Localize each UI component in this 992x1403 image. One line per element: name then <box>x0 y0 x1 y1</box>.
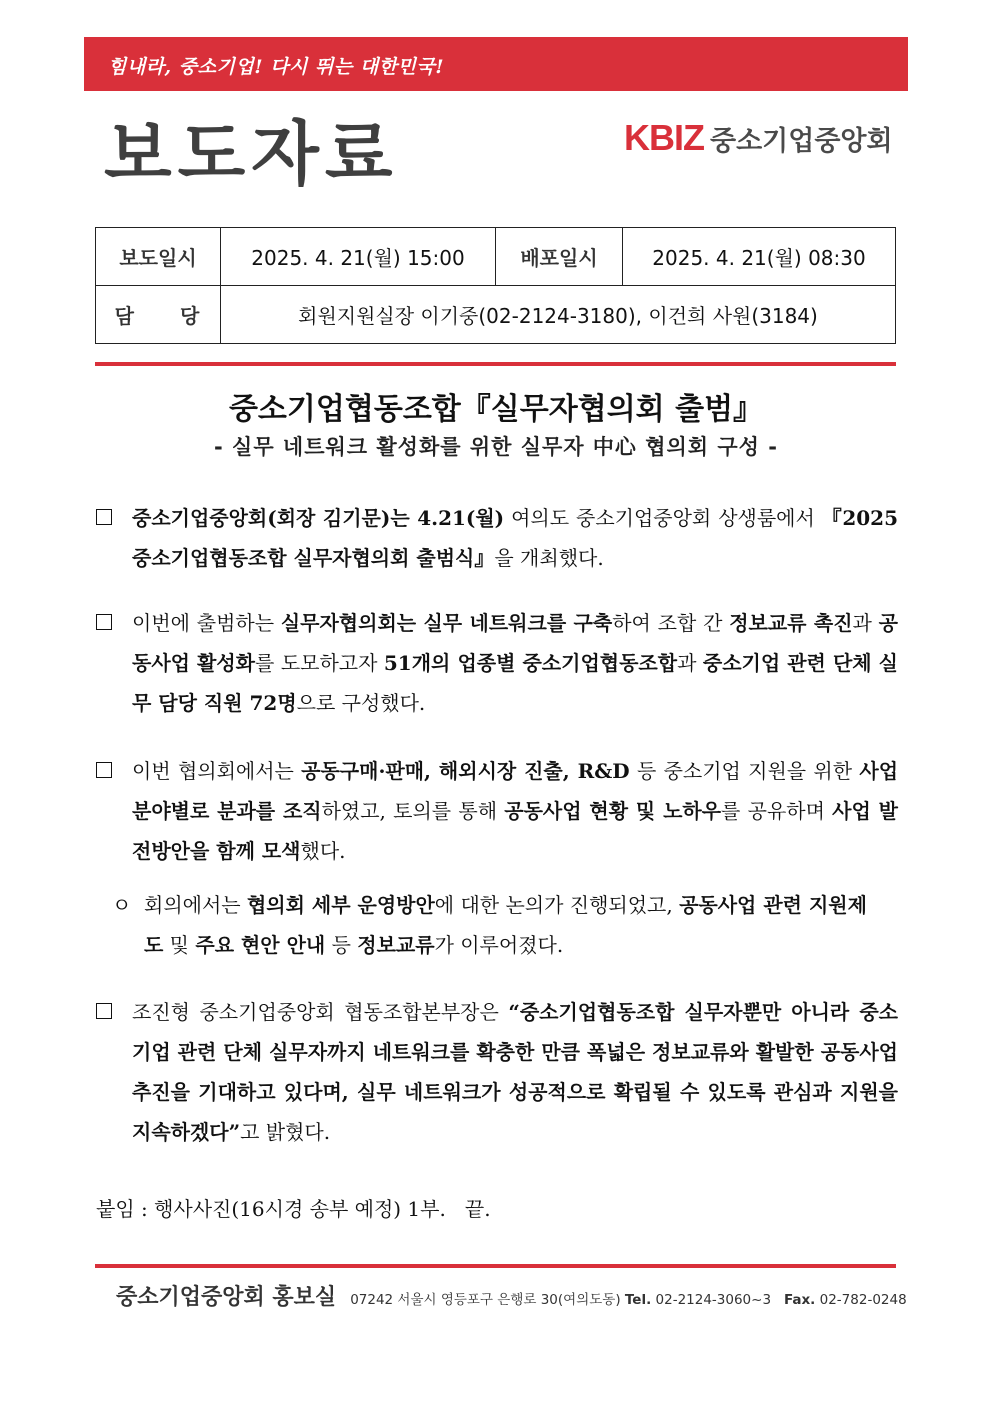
footer-contact <box>350 1288 906 1308</box>
attachment-note: 붙임 : 행사사진(16시경 송부 예정) 1부. 끝. <box>96 1197 491 1221</box>
p2-text-2: 하여 조합 간 <box>612 611 730 635</box>
p3-bold-3: 공동사업 현황 및 노하우 <box>504 799 722 823</box>
release-date-label: 보도일시 <box>96 228 221 286</box>
p3-bold-1: 공동구매·판매, 해외시장 진출, R&D <box>301 759 630 783</box>
table-row <box>96 228 896 286</box>
p2-text-3: 과 <box>852 611 879 635</box>
paragraph-2 <box>96 603 898 723</box>
p2-bold-2: 정보교류 촉진 <box>729 611 853 635</box>
divider-bottom <box>95 1264 896 1268</box>
checkbox-bullet-icon <box>96 509 112 525</box>
p3-text-4: 를 공유하며 <box>721 799 833 823</box>
p1-bold-2: 『2025 중소기업협동조합 실무자협의회 출범식』 <box>132 506 899 570</box>
p3-text-5: 했다. <box>300 839 346 863</box>
slogan-text: 힘내라, 중소기업! 다시 뛰는 대한민국! <box>108 56 445 78</box>
p3-text-3: 하였고, 토의를 통해 <box>321 799 505 823</box>
checkbox-bullet-icon <box>96 762 112 778</box>
release-date-value: 2025. 4. 21(월) 15:00 <box>221 228 496 286</box>
p2-text-1: 이번에 출범하는 <box>132 611 281 635</box>
p3-text-1: 이번 협의회에서는 <box>132 759 302 783</box>
divider-top <box>95 362 896 366</box>
paragraph-3 <box>96 751 898 871</box>
slogan-banner <box>84 37 908 91</box>
p3-bold-4: 사업 발전방안을 함께 모색 <box>132 799 898 863</box>
footer-address: 07242 서울시 영등포구 은행로 30(여의도동) <box>350 1292 621 1308</box>
p1-text-2: 을 개최했다. <box>494 546 604 570</box>
p4-text-2: 고 밝혔다. <box>240 1120 331 1144</box>
footer-fax: 02-782-0248 <box>819 1292 907 1308</box>
p3-text-2: 등 중소기업 지원을 위한 <box>629 759 860 783</box>
contact-value: 회원지원실장 이기중(02-2124-3180), 이건희 사원(3184) <box>221 286 896 344</box>
distribution-date-value: 2025. 4. 21(월) 08:30 <box>623 228 896 286</box>
contact-label: 담 당 <box>96 286 221 344</box>
sub-bullet-paragraph <box>112 885 882 965</box>
sub-bold-1: 협의회 세부 운영방안 <box>246 893 435 917</box>
p1-bold-1: 중소기업중앙회(회장 김기문)는 4.21(월) <box>132 506 505 530</box>
p1-text-1: 여의도 중소기업중앙회 상생룸에서 <box>504 506 822 530</box>
footer-fax-label: Fax. <box>783 1292 816 1308</box>
p4-text-1: 조진형 중소기업중앙회 협동조합본부장은 <box>132 1000 509 1024</box>
release-info-table <box>95 227 896 344</box>
p4-quote: “중소기업협동조합 실무자뿐만 아니라 중소기업 관련 단체 실무자까지 네트워크를 확충한 만큼 폭넓은 정보교류와 활발한 공동사업 추진을 기대하고 있다며, 실무 네트워크가 성공적으로 확립될 수 있도록 관심과 지원을 지속하겠다” <box>132 1000 898 1144</box>
sub-text-5: 가 이루어졌다. <box>434 933 564 957</box>
sub-headline: - 실무 네트워크 활성화를 위한 실무자 中心 협의회 구성 - <box>214 435 778 459</box>
logo-kbiz-text: KBIZ <box>624 117 704 158</box>
p3-bold-2: 사업 분야별로 분과를 조직 <box>132 759 899 823</box>
footer-org: 중소기업중앙회 홍보실 <box>116 1285 337 1310</box>
circle-bullet-icon: ㅇ <box>112 893 132 917</box>
footer-tel-label: Tel. <box>624 1292 652 1308</box>
kbiz-logo <box>624 118 893 158</box>
footer-tel: 02-2124-3060~3 <box>655 1292 772 1308</box>
sub-text-3: 및 <box>163 933 196 957</box>
paragraph-1 <box>96 498 898 578</box>
p2-bold-4: 51개의 업종별 중소기업협동조합 <box>383 651 678 675</box>
logo-org-name: 중소기업중앙회 <box>710 125 893 157</box>
sub-bold-4: 정보교류 <box>357 933 435 957</box>
checkbox-bullet-icon <box>96 614 112 630</box>
document-type-title: 보도자료 <box>104 113 399 195</box>
sub-text-4: 등 <box>325 933 358 957</box>
checkbox-bullet-icon <box>96 1003 112 1019</box>
sub-bold-3: 주요 현안 안내 <box>195 933 326 957</box>
p2-bold-1: 실무자협의회는 실무 네트워크를 구축 <box>280 611 613 635</box>
p2-bold-5: 중소기업 관련 단체 실무 담당 직원 72명 <box>132 651 899 715</box>
headline: 중소기업협동조합『실무자협의회 출범』 <box>228 392 764 427</box>
sub-bold-2: 공동사업 관련 지원제도 <box>144 893 867 957</box>
distribution-date-label: 배포일시 <box>496 228 623 286</box>
p2-text-5: 과 <box>677 651 703 675</box>
sub-text-2: 에 대한 논의가 진행되었고, <box>434 893 680 917</box>
p2-bold-3: 공동사업 활성화 <box>132 611 898 675</box>
paragraph-4 <box>96 992 898 1152</box>
sub-text-1: 회의에서는 <box>144 893 247 917</box>
footer <box>116 1280 907 1311</box>
table-row <box>96 286 896 344</box>
p2-text-4: 를 도모하고자 <box>255 651 384 675</box>
p2-text-6: 으로 구성했다. <box>296 691 426 715</box>
